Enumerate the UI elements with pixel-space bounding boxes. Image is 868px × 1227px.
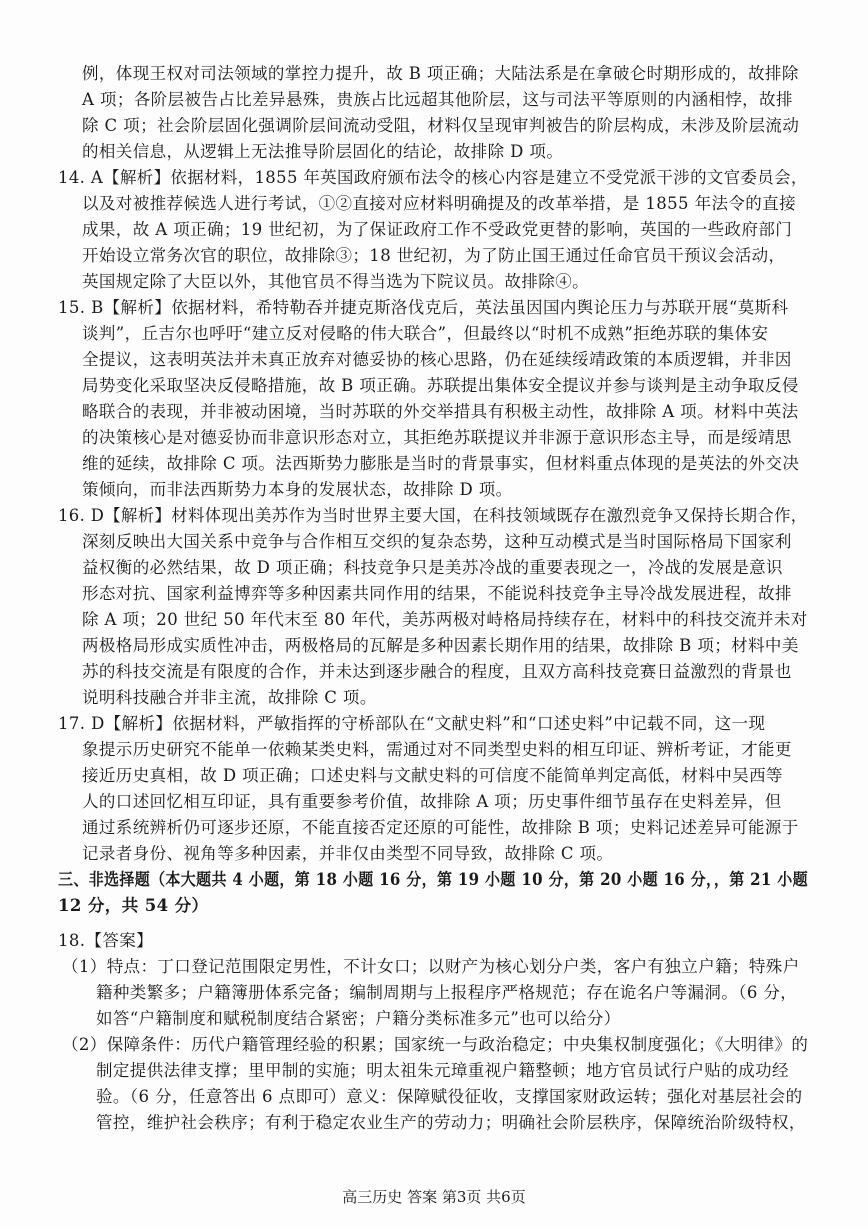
section-heading-line: 三、非选择题（本大题共 4 小题，第 18 小题 16 分，第 19 小题 10 分，第 20 小题 16 分，，第 21 小题 bbox=[58, 870, 808, 889]
text-line: 的决策核心是对德妥协而非意识形态对立，其拒绝苏联提议并非源于意识形态主导，而是绥靖思 bbox=[82, 428, 792, 447]
text-line: 开始设立常务次官的职位，故排除③；18 世纪初，为了防止国王通过任命官员干预议会活动， bbox=[82, 246, 786, 265]
text-line: 苏的科技交流是有限度的合作，并未达到逐步融合的程度，且双方高科技竞赛日益激烈的背景也 bbox=[82, 662, 792, 681]
text-line: 益权衡的必然结果，故 D 项正确；科技竞争只是美苏冷战的重要表现之一，冷战的发展是意识 bbox=[82, 558, 783, 577]
text-line: 两极格局形成实质性冲击，两极格局的瓦解是多种因素长期作用的结果，故排除 B 项；材料中美 bbox=[82, 636, 799, 655]
text-line: 验。（6 分，任意答出 6 点即可）意义：保障赋役征收，支撑国家财政运转；强化对基层社会的 bbox=[96, 1087, 803, 1106]
text-line: 15. B【解析】依据材料，希特勒吞并捷克斯洛伐克后，英法虽因国内舆论压力与苏联开展“莫斯科 bbox=[58, 298, 789, 317]
text-line: 维的延续，故排除 C 项。法西斯势力膨胀是当时的背景事实，但材料重点体现的是英法的外交决 bbox=[82, 454, 800, 473]
text-line: A 项；各阶层被告占比差异悬殊，贵族占比远超其他阶层，这与司法平等原则的内涵相悖，故排 bbox=[82, 90, 793, 109]
text-line: 籍种类繁多；户籍簿册体系完备；编制周期与上报程序严格规范；存在诡名户等漏洞。（6 分， bbox=[96, 983, 798, 1002]
page-footer: 高三历史 答案 第3页 共6页 bbox=[342, 1188, 526, 1206]
text-line: 16. D【解析】材料体现出美苏作为当时世界主要大国，在科技领域既存在激烈竞争又保持长期合作， bbox=[58, 506, 808, 525]
text-line: 形态对抗、国家利益博弈等多种因素共同作用的结果，不能说科技竞争主导冷战发展进程，故排 bbox=[82, 584, 792, 603]
text-line: 除 A 项；20 世纪 50 年代末至 80 年代，美苏两极对峙格局持续存在，材料中的科技交流并未对 bbox=[82, 610, 808, 629]
text-line: （2）保障条件：历代户籍管理经验的积累；国家统一与政治稳定；中央集权制度强化；《大明律》的 bbox=[62, 1035, 809, 1054]
text-line: 14. A【解析】依据材料，1855 年英国政府颁布法令的核心内容是建立不受党派干涉的文官委员会， bbox=[58, 168, 808, 187]
text-line: 说明科技融合并非主流，故排除 C 项。 bbox=[82, 688, 377, 707]
text-line: 18.【答案】 bbox=[58, 931, 154, 950]
text-line: 接近历史真相，故 D 项正确；口述史料与文献史料的可信度不能简单判定高低，材料中吴西等 bbox=[82, 766, 783, 785]
text-line: 略联合的表现，并非被动困境，当时苏联的外交举措具有积极主动性，故排除 A 项。材料中英法 bbox=[82, 402, 799, 421]
text-line: 成果，故 A 项正确；19 世纪初，为了保证政府工作不受政党更替的影响，英国的一些政府部门 bbox=[82, 220, 793, 239]
text-line: 深刻反映出大国关系中竞争与合作相互交织的复杂态势，这种互动模式是当时国际格局下国家利 bbox=[82, 532, 792, 551]
text-line: 除 C 项；社会阶层固化强调阶层间流动受阻，材料仅呈现审判被告的阶层构成，未涉及阶层流动 bbox=[82, 116, 800, 135]
text-line: 的相关信息，从逻辑上无法推导阶层固化的结论，故排除 D 项。 bbox=[82, 142, 564, 161]
text-line: 以及对被推荐候选人进行考试，①②直接对应材料明确提及的改革举措，是 1855 年法令的直接 bbox=[82, 194, 796, 213]
text-line: 通过系统辨析仍可逐步还原，不能直接否定还原的可能性，故排除 B 项；史料记述差异可能源于 bbox=[82, 818, 799, 837]
text-line: 英国规定除了大臣以外，其他官员不得当选为下院议员。故排除④。 bbox=[82, 272, 589, 291]
text-line: 17. D【解析】依据材料，严敏指挥的守桥部队在“文献史料”和“口述史料”中记载不同，这一现 bbox=[58, 714, 766, 733]
text-line: 记录者身份、视角等多种因素，并非仅由类型不同导致，故排除 C 项。 bbox=[82, 844, 614, 863]
text-line: 象提示历史研究不能单一依赖某类史料，需通过对不同类型史料的相互印证、辨析考证，才能更 bbox=[82, 740, 792, 759]
text-line: 制定提供法律支撑；里甲制的实施；明太祖朱元璋重视户籍整顿；地方官员试行户贴的成功经 bbox=[96, 1061, 789, 1080]
text-line: 谈判”，丘吉尔也呼吁“建立反对侵略的伟大联合”，但最终以“时机不成熟”拒绝苏联的集体安 bbox=[82, 324, 769, 343]
text-line: （1）特点：丁口登记范围限定男性，不计女口；以财产为核心划分户类，客户有独立户籍；特殊户 bbox=[62, 957, 800, 976]
text-line: 如答“户籍制度和赋税制度结合紧密；户籍分类标准多元”也可以给分） bbox=[96, 1009, 621, 1028]
text-line: 全提议，这表明英法并未真正放弃对德妥协的核心思路，仍在延续绥靖政策的本质逻辑，并非因 bbox=[82, 350, 792, 369]
text-line: 局势变化采取坚决反侵略措施，故 B 项正确。苏联提出集体安全提议并参与谈判是主动争取反侵 bbox=[82, 376, 799, 395]
text-line: 人的口述回忆相互印证，具有重要参考价值，故排除 A 项；历史事件细节虽存在史料差异，但 bbox=[82, 792, 782, 811]
text-line: 管控，维护社会秩序；有利于稳定农业生产的劳动力；明确社会阶层秩序，保障统治阶级特权， bbox=[96, 1113, 806, 1132]
text-line: 例，体现王权对司法领域的掌控力提升，故 B 项正确；大陆法系是在拿破仑时期形成的，故排除 bbox=[82, 64, 799, 83]
section-heading-line: 12 分，共 54 分） bbox=[58, 896, 209, 915]
text-line: 策倾向，而非法西斯势力本身的发展状态，故排除 D 项。 bbox=[82, 480, 513, 499]
